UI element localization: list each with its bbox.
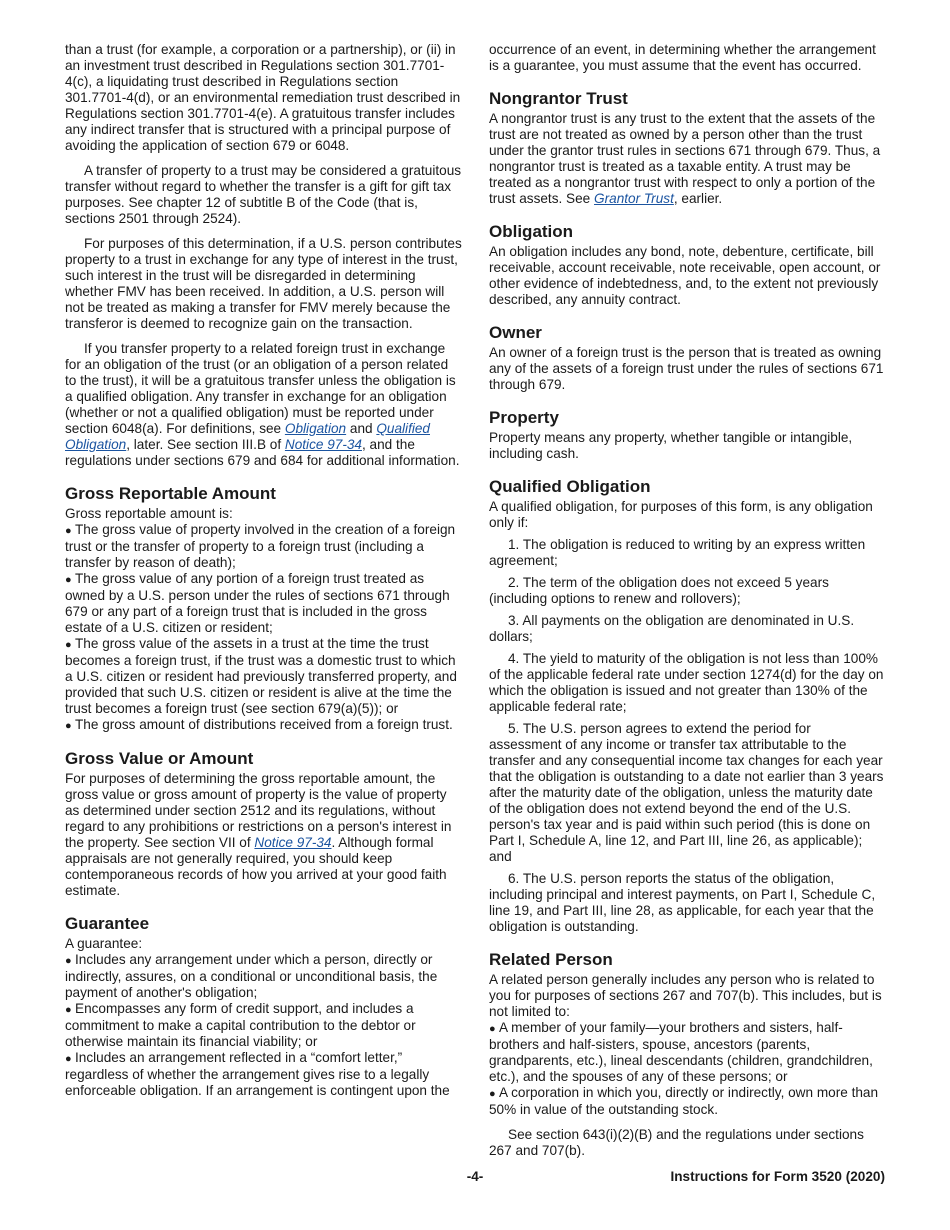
list-item: ● The gross value of any portion of a foreign trust treated as owned by a U.S. person under the rules of sections 671 through 679 or any part of a foreign trust that is included in the gross estate of a U.S. citizen or resident; <box>65 571 450 635</box>
list-item: ● A member of your family—your brothers and sisters, half-brothers and half-sisters, spouse, ancestors (parents, grandparents, etc.), lineal descendants (children, grandchildren, etc.), and the spouses of any of these persons; or <box>489 1020 873 1084</box>
bullet-icon: ● <box>65 1004 72 1016</box>
list-item: 2. The term of the obligation does not exceed 5 years (including options to renew and rollovers); <box>489 575 829 606</box>
bullet-icon: ● <box>65 525 72 537</box>
heading-nongrantor-trust: Nongrantor Trust <box>489 89 628 108</box>
paragraph-nongrantor-trust: A nongrantor trust is any trust to the extent that the assets of the trust are not treated as owned by a person other than the trust under the grantor trust rules in sections 671 through 679. Thus, a nongrantor trust is treated as a taxable entity. A trust may be treated as a nongrantor trust with respect to only a portion of the trust assets. See Grantor Trust, earlier. <box>489 111 881 206</box>
list-item: ● Includes any arrangement under which a person, directly or indirectly, assures, on a conditional or unconditional basis, the payment of another's obligation; <box>65 952 438 1000</box>
link-obligation[interactable]: Obligation <box>284 421 347 436</box>
related-person-intro: A related person generally includes any person who is related to you for purposes of sections 267 and 707(b). This includes, but is not limited to: <box>489 972 882 1019</box>
heading-owner: Owner <box>489 323 542 342</box>
list-item: 6. The U.S. person reports the status of the obligation, including principal and interest payments, on Part I, Schedule C, line 19, and Part III, line 28, as applicable, for each year that the obligation is outstanding. <box>489 871 876 934</box>
gra-intro: Gross reportable amount is: <box>65 506 233 521</box>
heading-guarantee: Guarantee <box>65 914 150 933</box>
list-item: 1. The obligation is reduced to writing by an express written agreement; <box>489 537 866 568</box>
paragraph-guarantee-continued: occurrence of an event, in determining whether the arrangement is a guarantee, you must assume that the event has occurred. <box>489 42 876 73</box>
heading-obligation: Obligation <box>489 222 574 241</box>
list-item: 4. The yield to maturity of the obligation is not less than 100% of the applicable federal rate under section 1274(d) for the day on which the obligation is issued and not greater than 130% of the applicable federal rate; <box>489 651 884 714</box>
list-item: 5. The U.S. person agrees to extend the period for assessment of any income or transfer tax attributable to the transfer and any consequential income tax changes for each year that the obligation is outstanding to a date not earlier than 3 years after the maturity date of the obligation, unless the maturity date of the obligation does not extend beyond the end of the U.S. person's tax year and is paid within such period (this is done on Part I, Schedule A, line 12, and Part III, line 26, as applicable); and <box>489 721 884 864</box>
list-item: 3. All payments on the obligation are denominated in U.S. dollars; <box>489 613 855 644</box>
paragraph-related-person-see: See section 643(i)(2)(B) and the regulations under sections 267 and 707(b). <box>489 1127 864 1158</box>
link-notice-97-34[interactable]: Notice 97-34 <box>254 835 332 850</box>
bullet-icon: ● <box>65 574 72 586</box>
paragraph-fmv-determination: For purposes of this determination, if a U.S. person contributes property to a trust in exchange for any type of interest in the trust, such interest in the trust will be disregarded in determining whether FMV has been received. In addition, a U.S. person will not be treated as making a transfer for FMV merely because the transferor is deemed to recognize gain on the transaction. <box>65 236 462 331</box>
heading-gross-reportable-amount: Gross Reportable Amount <box>65 484 276 503</box>
paragraph-owner: An owner of a foreign trust is the person that is treated as owning any of the assets of a foreign trust under the rules of sections 671 through 679. <box>489 345 884 392</box>
form-title: Instructions for Form 3520 (2020) <box>670 1169 885 1184</box>
paragraph-gross-value: For purposes of determining the gross reportable amount, the gross value or gross amount of property is the value of property as determined under section 2512 and its regulations, without regard to any prohibitions or restrictions on a person's interest in the property. See section VII of Notice 97-34. Although formal appraisals are not generally required, you should keep contemporaneous records of how you arrived at your good faith estimate. <box>65 771 452 898</box>
bullet-icon: ● <box>65 1053 72 1065</box>
link-qualified-obligation[interactable]: Qualified Obligation <box>65 421 430 452</box>
heading-property: Property <box>489 408 559 427</box>
paragraph-gratuitous-transfer: than a trust (for example, a corporation or a partnership), or (ii) in an investment trust described in Regulations section 301.7701-4(c), a liquidating trust described in Regulations section 301.7701-4(d), or an environmental remediation trust described in Regulations section 301.7701-4(e). A gratuitous transfer includes any indirect transfer that is structured with a principal purpose of avoiding the application of section 679 or 6048. <box>65 42 461 153</box>
heading-related-person: Related Person <box>489 950 613 969</box>
list-item: ● Encompasses any form of credit support, and includes a commitment to make a capital contribution to the debtor or otherwise maintain its financial viability; or <box>65 1001 416 1049</box>
left-column <box>65 42 462 1099</box>
paragraph-obligation: An obligation includes any bond, note, debenture, certificate, bill receivable, account receivable, note receivable, open account, or other evidence of indebtedness, and, to the extent not previously described, any annuity contract. <box>489 244 881 307</box>
paragraph-property: Property means any property, whether tangible or intangible, including cash. <box>489 430 853 461</box>
list-item: ● The gross value of the assets in a trust at the time the trust becomes a foreign trust, if the trust was a domestic trust to which a U.S. citizen or resident had previously transferred property, and provided that such U.S. citizen or resident is alive at the time the trust becomes a foreign trust (see section 679(a)(5)); or <box>65 636 457 716</box>
list-item: ● A corporation in which you, directly or indirectly, own more than 50% in value of the outstanding stock. <box>489 1085 879 1117</box>
paragraph-gift-tax: A transfer of property to a trust may be considered a gratuitous transfer without regard to whether the transfer is a gift for gift tax purposes. See chapter 12 of subtitle B of the Code (that is, sections 2501 through 2524). <box>65 163 462 226</box>
qualified-obligation-intro: A qualified obligation, for purposes of this form, is any obligation only if: <box>489 499 873 530</box>
page-number: -4- <box>466 1169 484 1184</box>
list-item: ● The gross amount of distributions received from a foreign trust. <box>65 717 453 732</box>
bullet-icon: ● <box>65 720 72 732</box>
page-footer <box>65 1169 885 1187</box>
list-item: ● Includes an arrangement reflected in a “comfort letter,” regardless of whether the arrangement gives rise to a legally enforceable obligation. If an arrangement is contingent upon the <box>65 1050 450 1098</box>
link-notice-97-34[interactable]: Notice 97-34 <box>284 437 362 452</box>
heading-qualified-obligation: Qualified Obligation <box>489 477 651 496</box>
right-column <box>489 42 886 1168</box>
bullet-icon: ● <box>489 1023 496 1035</box>
bullet-icon: ● <box>489 1088 496 1100</box>
bullet-icon: ● <box>65 955 72 967</box>
bullet-icon: ● <box>65 639 72 651</box>
link-grantor-trust[interactable]: Grantor Trust <box>594 191 674 206</box>
paragraph-related-trust: If you transfer property to a related foreign trust in exchange for an obligation of the trust (or an obligation of a person related to the trust), it will be a gratuitous transfer unless the obligation is a qualified obligation. Any transfer in exchange for an obligation (whether or not a qualified obligation) must be reported under section 6048(a). For definitions, see Obligation and Qualified Obligation, later. See section III.B of Notice 97-34, and the regulations under sections 679 and 684 for additional information. <box>65 341 460 468</box>
heading-gross-value-or-amount: Gross Value or Amount <box>65 749 254 768</box>
guarantee-intro: A guarantee: <box>65 936 143 951</box>
list-item: ● The gross value of property involved in the creation of a foreign trust or the transfer of property to a foreign trust (including a transfer by reason of death); <box>65 522 456 570</box>
